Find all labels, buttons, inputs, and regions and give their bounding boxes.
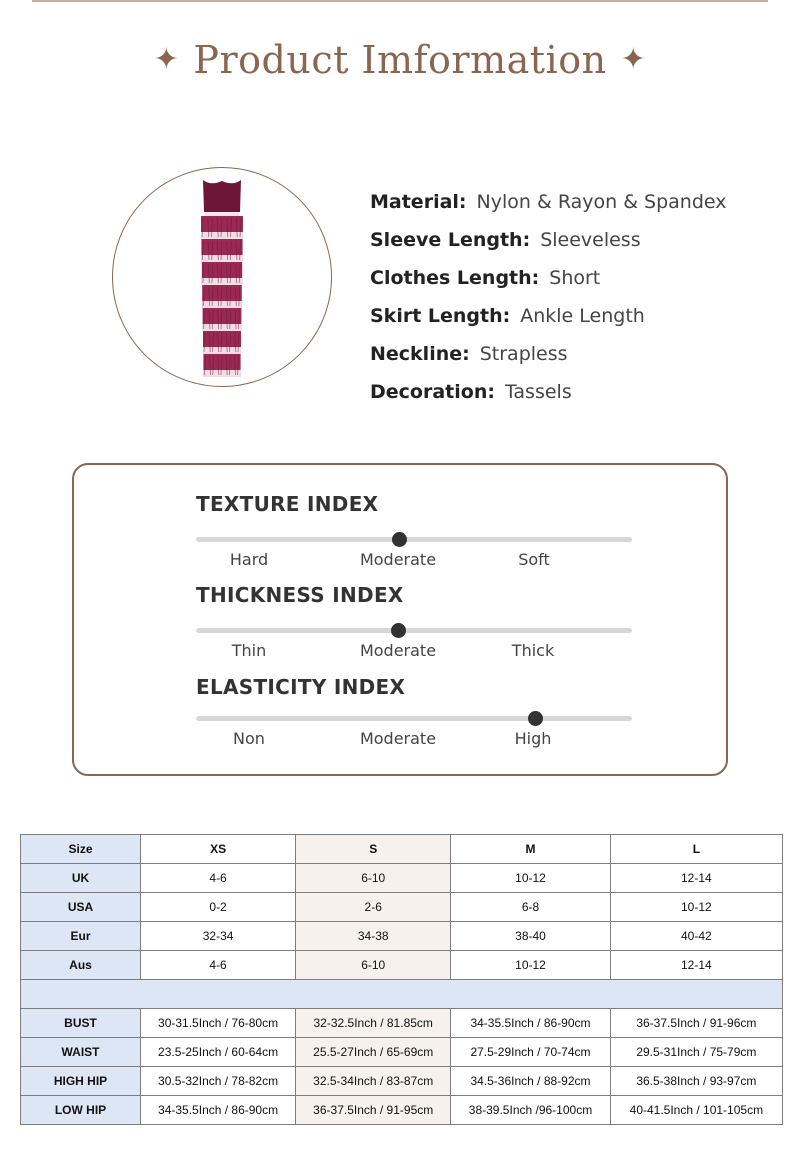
index-track [196, 537, 632, 542]
spec-row-clothes-length [370, 267, 727, 305]
spec-row-decoration [370, 381, 727, 419]
top-divider [32, 0, 768, 2]
table-cell: 2-6 [296, 893, 451, 922]
table-row-header: WAIST [21, 1038, 141, 1067]
table-header-cell: L [610, 835, 782, 864]
table-row-header: UK [21, 864, 141, 893]
index-title: ELASTICITY INDEX [196, 675, 406, 699]
index-label-low: Non [233, 729, 265, 748]
table-cell: 36-37.5Inch / 91-96cm [610, 1009, 782, 1038]
table-row [21, 951, 783, 980]
spec-key: Material: [370, 191, 467, 213]
table-cell: 23.5-25Inch / 60-64cm [141, 1038, 296, 1067]
table-cell: 34-38 [296, 922, 451, 951]
spec-row-skirt-length [370, 305, 727, 343]
table-cell: 27.5-29Inch / 70-74cm [451, 1038, 610, 1067]
table-cell: 34.5-36Inch / 88-92cm [451, 1067, 610, 1096]
index-track [196, 716, 632, 721]
table-header-row [21, 835, 783, 864]
table-cell: 30.5-32Inch / 78-82cm [141, 1067, 296, 1096]
index-label-high: High [514, 729, 552, 748]
table-row-header: Aus [21, 951, 141, 980]
table-cell: 12-14 [610, 951, 782, 980]
spec-key: Clothes Length: [370, 267, 540, 289]
table-cell: 25.5-27Inch / 65-69cm [296, 1038, 451, 1067]
spec-value: Short [549, 267, 601, 289]
table-cell: 6-10 [296, 951, 451, 980]
spec-key: Neckline: [370, 343, 470, 365]
spec-key: Skirt Length: [370, 305, 511, 327]
table-cell: 40-42 [610, 922, 782, 951]
spec-row-material [370, 191, 727, 229]
spec-value: Sleeveless [540, 229, 641, 251]
table-cell: 4-6 [141, 951, 296, 980]
table-header-cell: M [451, 835, 610, 864]
table-header-cell: Size [21, 835, 141, 864]
table-row [21, 1038, 783, 1067]
table-row [21, 1067, 783, 1096]
spec-key: Decoration: [370, 381, 495, 403]
table-row [21, 893, 783, 922]
table-cell: 36.5-38Inch / 93-97cm [610, 1067, 782, 1096]
table-cell: 10-12 [451, 951, 610, 980]
table-cell: 29.5-31Inch / 75-79cm [610, 1038, 782, 1067]
index-indicator [528, 711, 543, 726]
spec-row-neckline [370, 343, 727, 381]
table-row-header: HIGH HIP [21, 1067, 141, 1096]
table-header-cell: S [296, 835, 451, 864]
table-cell: 36-37.5Inch / 91-95cm [296, 1096, 451, 1125]
index-label-low: Hard [229, 550, 269, 569]
table-row [21, 1009, 783, 1038]
product-image-frame [112, 167, 332, 387]
index-label-low: Thin [231, 641, 267, 660]
table-row-header: Eur [21, 922, 141, 951]
size-chart-table [20, 834, 783, 1125]
table-cell: 32-34 [141, 922, 296, 951]
table-cell: 32.5-34Inch / 83-87cm [296, 1067, 451, 1096]
fabric-index-panel [72, 463, 728, 776]
index-indicator [391, 623, 406, 638]
section-heading [0, 38, 800, 82]
table-spacer-row [21, 980, 783, 1009]
section-title: Product Imformation [193, 38, 607, 82]
index-label-mid: Moderate [359, 641, 437, 660]
index-label-mid: Moderate [359, 550, 437, 569]
table-cell: 0-2 [141, 893, 296, 922]
table-cell: 6-10 [296, 864, 451, 893]
table-row-header: LOW HIP [21, 1096, 141, 1125]
table-cell: 38-39.5Inch /96-100cm [451, 1096, 610, 1125]
strapless-tassel-dress-image [113, 168, 331, 386]
star-right-icon: ✦ [620, 42, 647, 77]
star-left-icon: ✦ [153, 42, 180, 77]
index-title: TEXTURE INDEX [196, 492, 379, 516]
table-row-header: BUST [21, 1009, 141, 1038]
table-row [21, 1096, 783, 1125]
index-label-high: Soft [518, 550, 550, 569]
spec-key: Sleeve Length: [370, 229, 531, 251]
table-cell: 32-32.5Inch / 81.85cm [296, 1009, 451, 1038]
spec-list [370, 191, 727, 419]
table-row [21, 922, 783, 951]
table-row-header: USA [21, 893, 141, 922]
table-cell: 6-8 [451, 893, 610, 922]
table-header-cell: XS [141, 835, 296, 864]
table-cell: 4-6 [141, 864, 296, 893]
index-indicator [392, 532, 407, 547]
index-track [196, 628, 632, 633]
table-spacer-cell [21, 980, 783, 1009]
index-label-mid: Moderate [359, 729, 437, 748]
spec-value: Strapless [479, 343, 568, 365]
spec-value: Tassels [504, 381, 572, 403]
thickness-index [196, 583, 632, 660]
table-cell: 34-35.5Inch / 86-90cm [451, 1009, 610, 1038]
table-cell: 10-12 [451, 864, 610, 893]
table-cell: 12-14 [610, 864, 782, 893]
index-title: THICKNESS INDEX [196, 583, 404, 607]
spec-value: Ankle Length [520, 305, 645, 327]
table-row [21, 864, 783, 893]
elasticity-index [196, 675, 632, 748]
spec-row-sleeve-length [370, 229, 727, 267]
table-cell: 40-41.5Inch / 101-105cm [610, 1096, 782, 1125]
table-cell: 30-31.5Inch / 76-80cm [141, 1009, 296, 1038]
texture-index [196, 492, 632, 569]
spec-value: Nylon & Rayon & Spandex [476, 191, 727, 213]
index-label-high: Thick [511, 641, 555, 660]
table-cell: 38-40 [451, 922, 610, 951]
table-cell: 34-35.5Inch / 86-90cm [141, 1096, 296, 1125]
table-cell: 10-12 [610, 893, 782, 922]
